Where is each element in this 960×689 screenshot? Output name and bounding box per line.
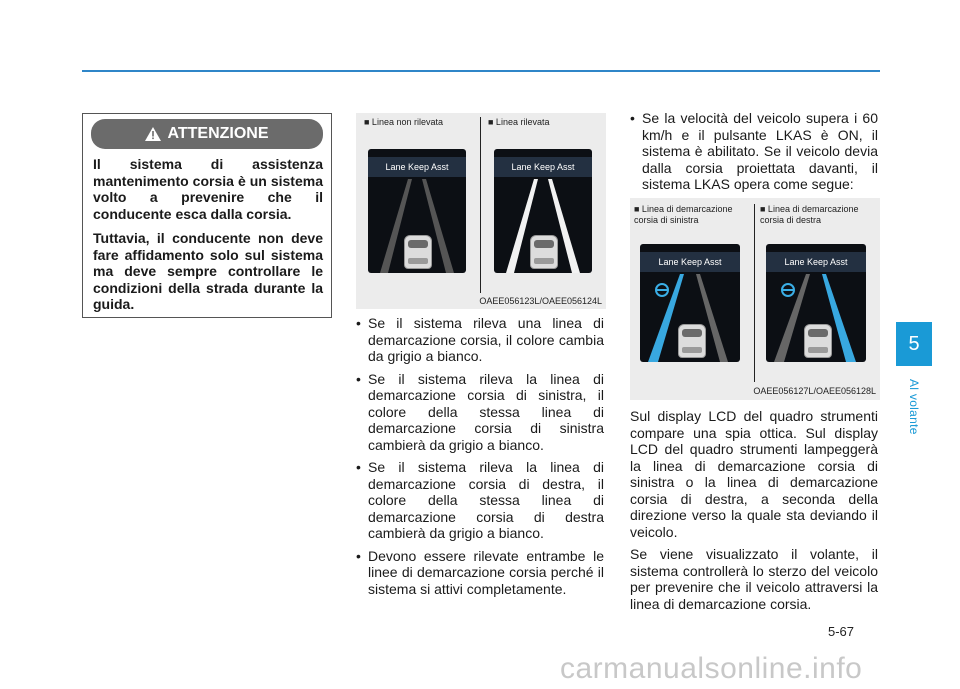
warning-paragraph: Tuttavia, il conducente non deve fare affidamento solo sul sistema ma deve sempre controllare le condizioni della strada durante la guida. xyxy=(93,230,323,312)
screen-title: Lane Keep Asst xyxy=(640,252,740,272)
list-item: • Devono essere rilevate entrambe le linee di demarcazione corsia perché il sistema si attivi completamente. xyxy=(356,548,604,598)
figure-caption-right: ■ Linea rilevata xyxy=(488,117,550,127)
warning-box xyxy=(82,113,332,318)
car-icon xyxy=(678,324,706,358)
warning-body xyxy=(93,156,323,321)
column-2-text xyxy=(356,315,604,603)
cluster-screen-right xyxy=(766,244,866,362)
paragraph: Sul display LCD del quadro strumenti compare una spia ottica. Sul display LCD del quadro strumenti lampeggerà la linea di demarcazione corsia di sinistra o la linea di demarcazione corsia di destra, a seconda della direzione verso la quale sta deviando il veicolo. xyxy=(630,408,878,540)
list-item: • Se il sistema rileva una linea di demarcazione corsia, il colore cambia da grigio a bianco. xyxy=(356,315,604,365)
car-icon xyxy=(404,235,432,269)
list-item: • Se la velocità del veicolo supera i 60 km/h e il pulsante LKAS è ON, il sistema è abilitato. Se il veicolo devia dalla corsia proiettata davanti, il sistema LKAS opera come segue: xyxy=(630,110,878,193)
cluster-screen-left xyxy=(368,149,466,273)
warning-triangle-icon xyxy=(145,127,161,141)
figure-lane-detection xyxy=(356,113,606,309)
list-item: • Se il sistema rileva la linea di demarcazione corsia di sinistra, il colore della stessa linea di demarcazione corsia di sinistra cambierà da grigio a bianco. xyxy=(356,371,604,454)
chapter-number-tab[interactable]: 5 xyxy=(896,322,932,366)
figure-code: OAEE056123L/OAEE056124L xyxy=(479,296,602,306)
column-3-intro xyxy=(630,110,878,199)
figure-caption-left: ■ Linea non rilevata xyxy=(364,117,443,127)
figure-code: OAEE056127L/OAEE056128L xyxy=(753,386,876,396)
figure-divider xyxy=(480,117,481,293)
cluster-screen-left xyxy=(640,244,740,362)
car-icon xyxy=(530,235,558,269)
watermark[interactable]: carmanualsonline.info xyxy=(560,652,863,685)
paragraph: Se viene visualizzato il volante, il sistema controllerà lo sterzo del veicolo per prevenire che il veicolo attraversi la linea di demarcazione corsia. xyxy=(630,546,878,612)
figure-divider xyxy=(754,204,755,382)
list-item: • Se il sistema rileva la linea di demarcazione corsia di destra, il colore della stessa linea di demarcazione corsia di destra cambierà da grigio a bianco. xyxy=(356,459,604,542)
warning-header xyxy=(91,119,323,149)
figure-caption-left: ■ Linea di demarcazione corsia di sinistra xyxy=(634,204,733,225)
page-number: 5-67 xyxy=(828,624,855,639)
warning-paragraph: Il sistema di assistenza mantenimento corsia è un sistema volto a prevenire che il conducente esca dalla corsia. xyxy=(93,156,323,222)
car-icon xyxy=(804,324,832,358)
column-3-text xyxy=(630,408,878,618)
screen-title: Lane Keep Asst xyxy=(494,157,592,177)
header-rule xyxy=(82,70,880,72)
figure-caption-right: ■ Linea di demarcazione corsia di destra xyxy=(760,204,859,225)
chapter-side-label: Al volante xyxy=(907,379,921,435)
screen-title: Lane Keep Asst xyxy=(766,252,866,272)
screen-title: Lane Keep Asst xyxy=(368,157,466,177)
warning-title: ATTENZIONE xyxy=(167,125,269,142)
cluster-screen-right xyxy=(494,149,592,273)
figure-lane-departure xyxy=(630,198,880,400)
